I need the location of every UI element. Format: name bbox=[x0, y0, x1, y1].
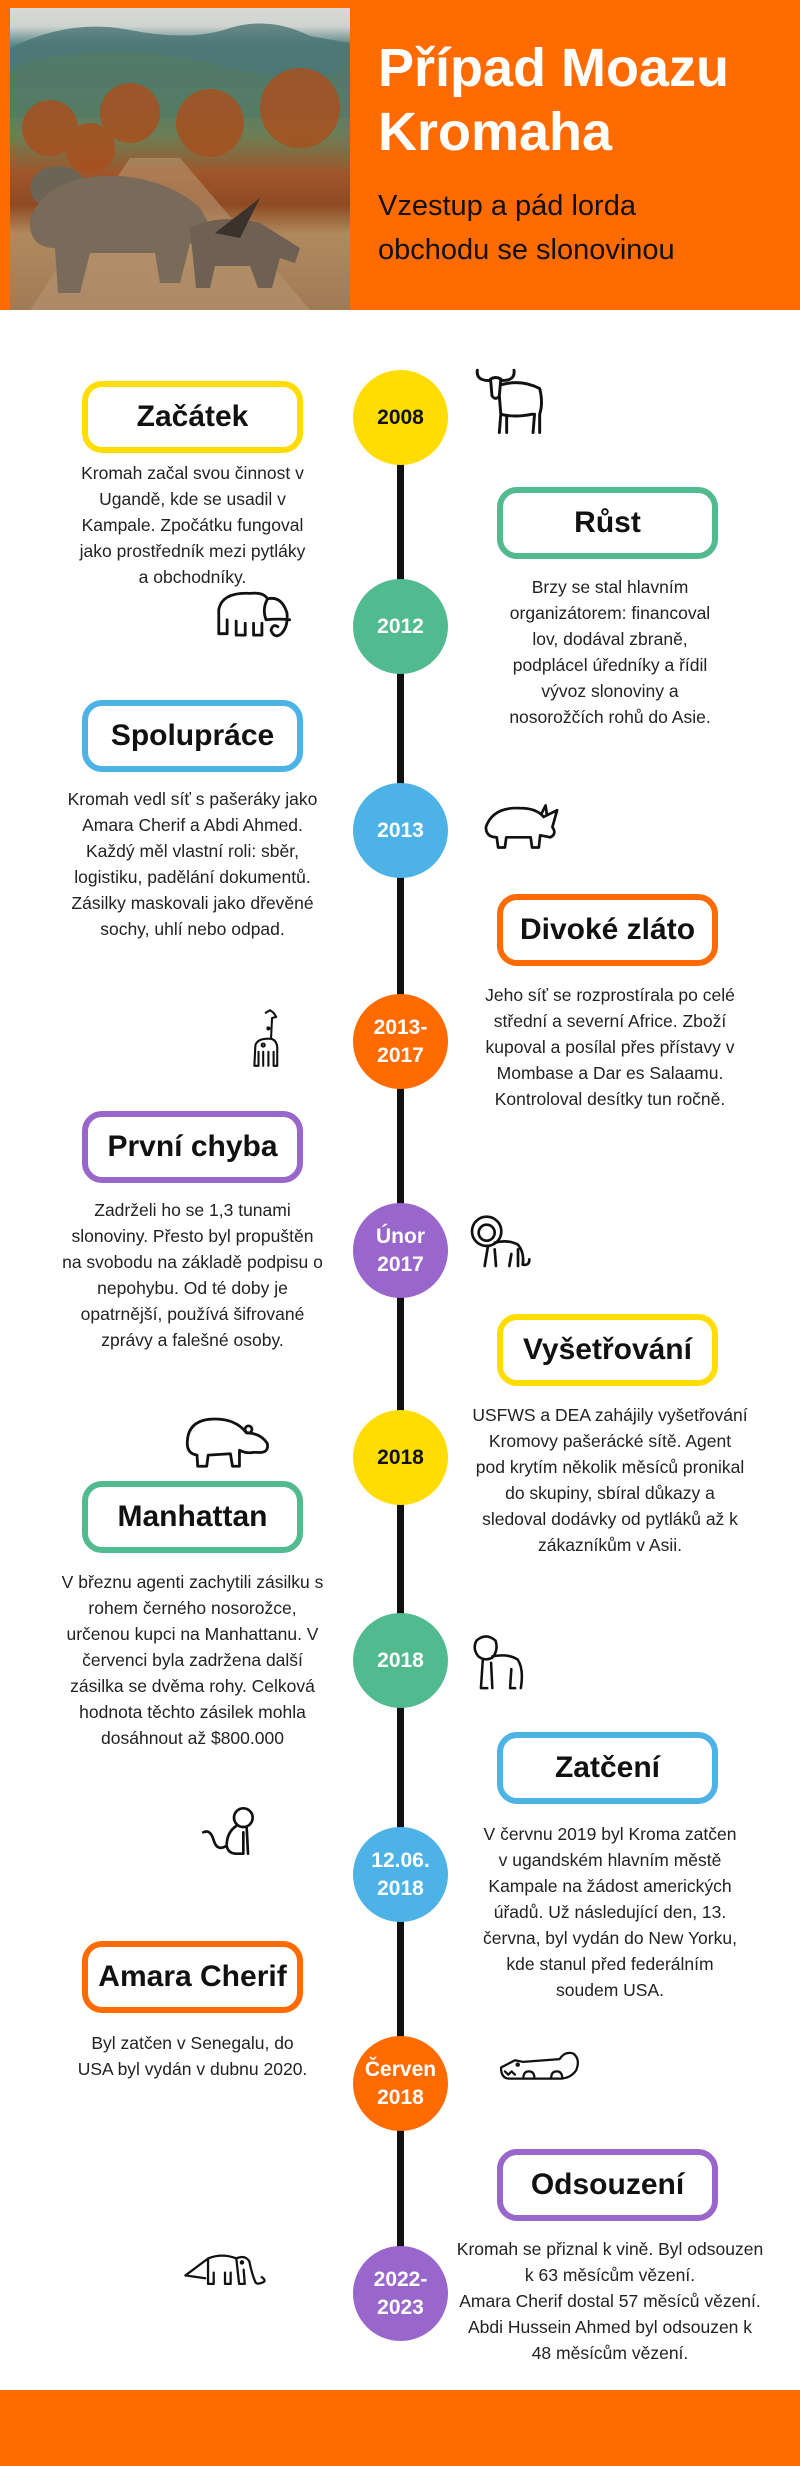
event-description: V červnu 2019 byl Kroma zatčen v ugandském hlavním městě Kampale na žádost amerických úřadů. Už následující den, 13. června, byl vydán do New Yorku, kde stanul před federálním soudem USA. bbox=[483, 1824, 737, 2000]
event-description: Kromah začal svou činnost v Ugandě, kde se usadil v Kampale. Zpočátku fungoval jako prostředník mezi pytláky a obchodníky. bbox=[79, 463, 306, 587]
date-marker-odsouzeni: 2022- 2023 bbox=[353, 2246, 448, 2341]
monkey-icon bbox=[200, 1805, 300, 1888]
lion-icon bbox=[468, 1210, 568, 1297]
event-description: Jeho síť se rozprostírala po celé střední a severní Africe. Zboží kupoval a posílal přes přístavy v Mombase a Dar es Salaamu. Kontroloval desítky tun ročně. bbox=[485, 985, 735, 1109]
event-description: Kromah se přiznal k vině. Byl odsouzen k 63 měsícům vězení. Amara Cherif dostal 57 měsíců vězení. Abdi Hussein Ahmed byl odsouzen k 48 měsícům vězení. bbox=[456, 2239, 764, 2363]
date-marker-spoluprace: 2013 bbox=[353, 783, 448, 878]
event-title: Růst bbox=[574, 506, 641, 539]
event-title-box-zatceni bbox=[497, 1732, 718, 1804]
event-description: Zadrželi ho se 1,3 tunami slonoviny. Přesto byl propuštěn na svobodu na základě podpisu o nepohybu. Od té doby je opatrnější, používá šifrované zprávy a falešné osoby. bbox=[62, 1200, 323, 1350]
rhinos-photo bbox=[10, 8, 350, 310]
event-title-box-spoluprace bbox=[82, 700, 303, 772]
event-title: Spolupráce bbox=[110, 719, 275, 752]
event-description: V březnu agenti zachytili zásilku s rohem černého nosorožce, určenou kupci na Manhattanu. V červenci byla zadržena další zásilka se dvěma rohy. Celková hodnota těchto zásilek mohla dosáhnout až $800.000 bbox=[61, 1572, 324, 1748]
lioness-icon bbox=[467, 1620, 562, 1720]
event-title-box-rust bbox=[497, 487, 718, 559]
event-description: Brzy se stal hlavním organizátorem: financoval lov, dodával zbraně, podplácel úředníky a řídil vývoz slonoviny a nosorožčích rohů do Asie. bbox=[509, 577, 711, 727]
date-marker-rust: 2012 bbox=[353, 579, 448, 674]
date-marker-manhattan: 2018 bbox=[353, 1613, 448, 1708]
event-title: Amara Cherif bbox=[98, 1960, 287, 1993]
rhino-icon bbox=[470, 800, 590, 883]
event-title: Začátek bbox=[136, 400, 249, 433]
date-marker-vysetrovani: 2018 bbox=[353, 1410, 448, 1505]
header-banner bbox=[0, 0, 800, 310]
date-marker-zatceni: 12.06. 2018 bbox=[353, 1827, 448, 1922]
timeline-line bbox=[397, 417, 404, 2293]
event-title: Manhattan bbox=[117, 1500, 268, 1533]
crocodile-icon bbox=[465, 2048, 615, 2117]
event-title: Zatčení bbox=[554, 1751, 661, 1784]
footer-bar bbox=[0, 2390, 800, 2466]
buffalo-icon bbox=[470, 355, 580, 460]
event-title: Divoké zláto bbox=[519, 913, 696, 946]
date-marker-amara-cherif: Červen 2018 bbox=[353, 2036, 448, 2131]
date-marker-prvni-chyba: Únor 2017 bbox=[353, 1203, 448, 1298]
event-title: První chyba bbox=[107, 1130, 278, 1163]
giraffe-icon bbox=[245, 980, 323, 1100]
event-title-box-odsouzeni bbox=[497, 2149, 718, 2221]
event-description: Kromah vedl síť s pašeráky jako Amara Cherif a Abdi Ahmed. Každý měl vlastní roli: sběr, logistiku, padělání dokumentů. Zásilky maskovali jako dřevěné sochy, uhlí nebo odpad. bbox=[67, 789, 318, 939]
event-title-box-manhattan bbox=[82, 1481, 303, 1553]
event-title: Odsouzení bbox=[530, 2168, 685, 2201]
page-title: Případ Moazu Kromaha bbox=[378, 38, 730, 162]
event-title-box-prvni-chyba bbox=[82, 1111, 303, 1183]
event-description: Byl zatčen v Senegalu, do USA byl vydán v dubnu 2020. bbox=[77, 2033, 308, 2079]
event-title-box-vysetrovani bbox=[497, 1314, 718, 1386]
elephant-icon bbox=[205, 585, 323, 670]
date-marker-zacatek: 2008 bbox=[353, 370, 448, 465]
event-title-box-zacatek bbox=[82, 381, 303, 453]
event-title: Vyšetřování bbox=[523, 1333, 692, 1366]
date-marker-divoke-zlato: 2013- 2017 bbox=[353, 994, 448, 1089]
anteater-icon bbox=[145, 2250, 305, 2320]
page-subtitle: Vzestup a pád lorda obchodu se slonovinou bbox=[378, 190, 675, 266]
event-title-box-divoke-zlato bbox=[497, 894, 718, 966]
event-description: USFWS a DEA zahájily vyšetřování Kromovy pašerácké sítě. Agent pod krytím několik měsíců pronikal do skupiny, sbíral důkazy a sledoval dodávky od pytláků až k zákazníkům v Asii. bbox=[472, 1405, 748, 1555]
event-title-box-amara-cherif bbox=[82, 1941, 303, 2013]
